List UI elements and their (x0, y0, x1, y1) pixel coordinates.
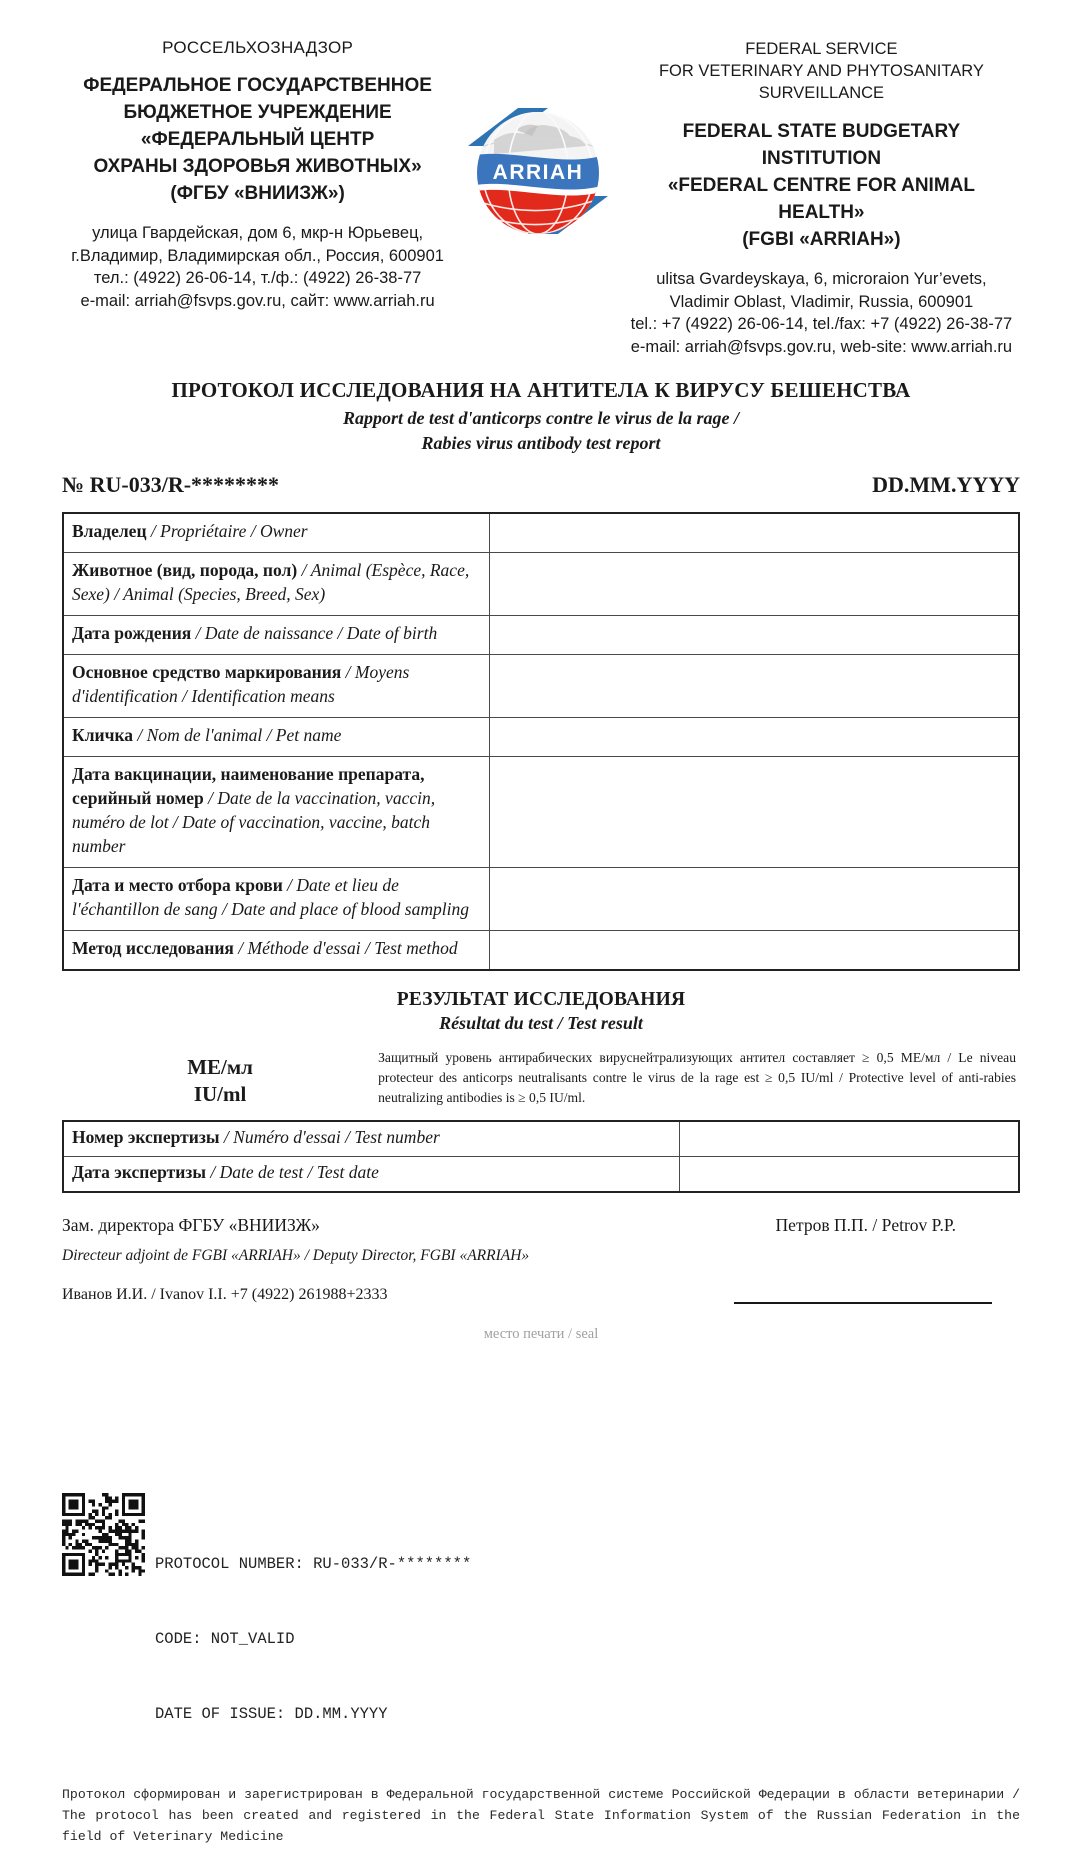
field-value-test-method (489, 931, 1019, 971)
table-row (63, 553, 1019, 616)
letterhead (62, 38, 1020, 358)
field-value-test-date (680, 1157, 1019, 1193)
protocol-line (62, 472, 1020, 498)
seal-placeholder: место печати / seal (483, 1326, 599, 1342)
agency-name-en: FEDERAL SERVICE FOR VETERINARY AND PHYTOSANITARY SURVEILLANCE (658, 40, 984, 102)
result-units (62, 1048, 378, 1108)
result-heading-ru: РЕЗУЛЬТАТ ИССЛЕДОВАНИЯ (396, 989, 686, 1010)
org-name-en: FEDERAL STATE BUDGETARY INSTITUTION «FEDERAL CENTRE FOR ANIMAL HEALTH» (FGBI «ARRIAH») (667, 121, 975, 250)
director-title-fr-en: Directeur adjoint de FGBI «ARRIAH» / Deputy Director, FGBI «ARRIAH» (62, 1247, 530, 1264)
field-label-owner: Владелец / Propriétaire / Owner (63, 513, 489, 553)
protocol-number: № RU-033/R-******** (62, 472, 280, 497)
field-label-vaccination: Дата вакцинации, наименование препарата, серийный номер / Date de la vaccination, vaccin, numéro de lot / Date of vaccination, vaccine, batch number (63, 757, 489, 868)
field-value-vaccination (489, 757, 1019, 868)
document-title (62, 378, 1020, 456)
title-fr: Rapport de test d'anticorps contre le virus de la rage / (343, 408, 739, 428)
field-value-test-number (680, 1121, 1019, 1157)
director-name: Петров П.П. / Petrov P.P. (775, 1215, 956, 1235)
registration-footnote: Протокол сформирован и зарегистрирован в Федеральной государственной системе Российской Федерации в области ветеринарии / The protocol has been created and registered in the Federal State Information System of the Russian Federation in the field of Veterinary Medicine (62, 1787, 1020, 1844)
agency-name-ru: РОССЕЛЬХОЗНАДЗОР (162, 38, 354, 57)
field-value-date-of-birth (489, 616, 1019, 655)
performer-name: Иванов И.И. / Ivanov I.I. +7 (4922) 261988+2333 (62, 1286, 388, 1303)
unit-ru: МЕ/мл (187, 1055, 253, 1079)
field-value-animal (489, 553, 1019, 616)
arriah-logo (453, 38, 623, 242)
qr-code-status: CODE: NOT_VALID (155, 1630, 295, 1648)
field-label-date-of-birth: Дата рождения / Date de naissance / Date of birth (63, 616, 489, 655)
signature-row-performer (62, 1286, 1020, 1304)
org-name-ru: ФЕДЕРАЛЬНОЕ ГОСУДАРСТВЕННОЕ БЮДЖЕТНОЕ УЧРЕЖДЕНИЕ «ФЕДЕРАЛЬНЫЙ ЦЕНТР ОХРАНЫ ЗДОРОВЬЯ ЖИВОТНЫХ» (ФГБУ «ВНИИЗЖ») (83, 75, 432, 204)
protective-level-note: Защитный уровень антирабических вируснейтрализующих антител составляет ≥ 0,5 МЕ/мл / Le niveau protecteur des anticorps neutralisants contre le virus de la rage est ≥ 0,5 IU/ml / Protective level of anti-rabies neutralizing antibodies is ≥ 0,5 IU/ml. (378, 1050, 1016, 1105)
table-row (63, 513, 1019, 553)
field-label-identification: Основное средство маркирования / Moyens d'identification / Identification means (63, 655, 489, 718)
unit-en: IU/ml (193, 1082, 247, 1106)
table-row (63, 718, 1019, 757)
address-en: ulitsa Gvardeyskaya, 6, microraion Yur’evets, Vladimir Oblast, Vladimir, Russia, 600901 tel.: +7 (4922) 26-06-14, tel./fax: +7 (4922) 26-38-77 e-mail: arriah@fsvps.gov.ru, web-site: www.arriah.ru (630, 270, 1013, 356)
field-label-test-date: Дата экспертизы / Date de test / Test date (63, 1157, 680, 1193)
table-row (63, 931, 1019, 971)
letterhead-english (623, 38, 1020, 358)
qr-date-of-issue: DATE OF ISSUE: DD.MM.YYYY (155, 1705, 388, 1723)
field-label-test-number: Номер экспертизы / Numéro d'essai / Test number (63, 1121, 680, 1157)
qr-protocol-number: PROTOCOL NUMBER: RU-033/R-******** (155, 1555, 472, 1573)
result-heading-fr-en: Résultat du test / Test result (439, 1013, 643, 1033)
title-en: Rabies virus antibody test report (421, 433, 661, 453)
animal-info-table (62, 512, 1020, 971)
qr-code-icon (62, 1493, 145, 1576)
table-row (63, 655, 1019, 718)
field-label-animal: Животное (вид, порода, пол) / Animal (Espèce, Race, Sexe) / Animal (Species, Breed, Sex) (63, 553, 489, 616)
qr-text-block (155, 1493, 471, 1777)
logo-text: ARRIAH (492, 161, 584, 184)
table-row (63, 1121, 1019, 1157)
field-value-pet-name (489, 718, 1019, 757)
field-value-owner (489, 513, 1019, 553)
letterhead-russian (62, 38, 453, 312)
table-row (63, 757, 1019, 868)
globe-logo-icon (464, 100, 612, 242)
title-ru: ПРОТОКОЛ ИССЛЕДОВАНИЯ НА АНТИТЕЛА К ВИРУСУ БЕШЕНСТВА (171, 378, 911, 402)
table-row (63, 1157, 1019, 1193)
field-label-blood-sampling: Дата и место отбора крови / Date et lieu de l'échantillon de sang / Date and place of blood sampling (63, 868, 489, 931)
field-value-identification (489, 655, 1019, 718)
table-row (63, 616, 1019, 655)
field-label-pet-name: Кличка / Nom de l'animal / Pet name (63, 718, 489, 757)
director-title-ru: Зам. директора ФГБУ «ВНИИЗЖ» (62, 1215, 320, 1235)
result-heading (62, 989, 1020, 1034)
signature-line (734, 1290, 992, 1304)
table-row (63, 868, 1019, 931)
qr-section (62, 1493, 1020, 1777)
signature-row-director (62, 1215, 1020, 1236)
protocol-date: DD.MM.YYYY (872, 472, 1020, 497)
field-value-blood-sampling (489, 868, 1019, 931)
address-ru: улица Гвардейская, дом 6, мкр-н Юрьевец, г.Владимир, Владимирская обл., Россия, 600901 тел.: (4922) 26-06-14, т./ф.: (4922) 26-38-77 e-mail: arriah@fsvps.gov.ru, сайт: www.arriah.ru (71, 224, 444, 310)
field-label-test-method: Метод исследования / Méthode d'essai / Test method (63, 931, 489, 971)
test-info-table (62, 1120, 1020, 1193)
result-row (62, 1048, 1020, 1108)
